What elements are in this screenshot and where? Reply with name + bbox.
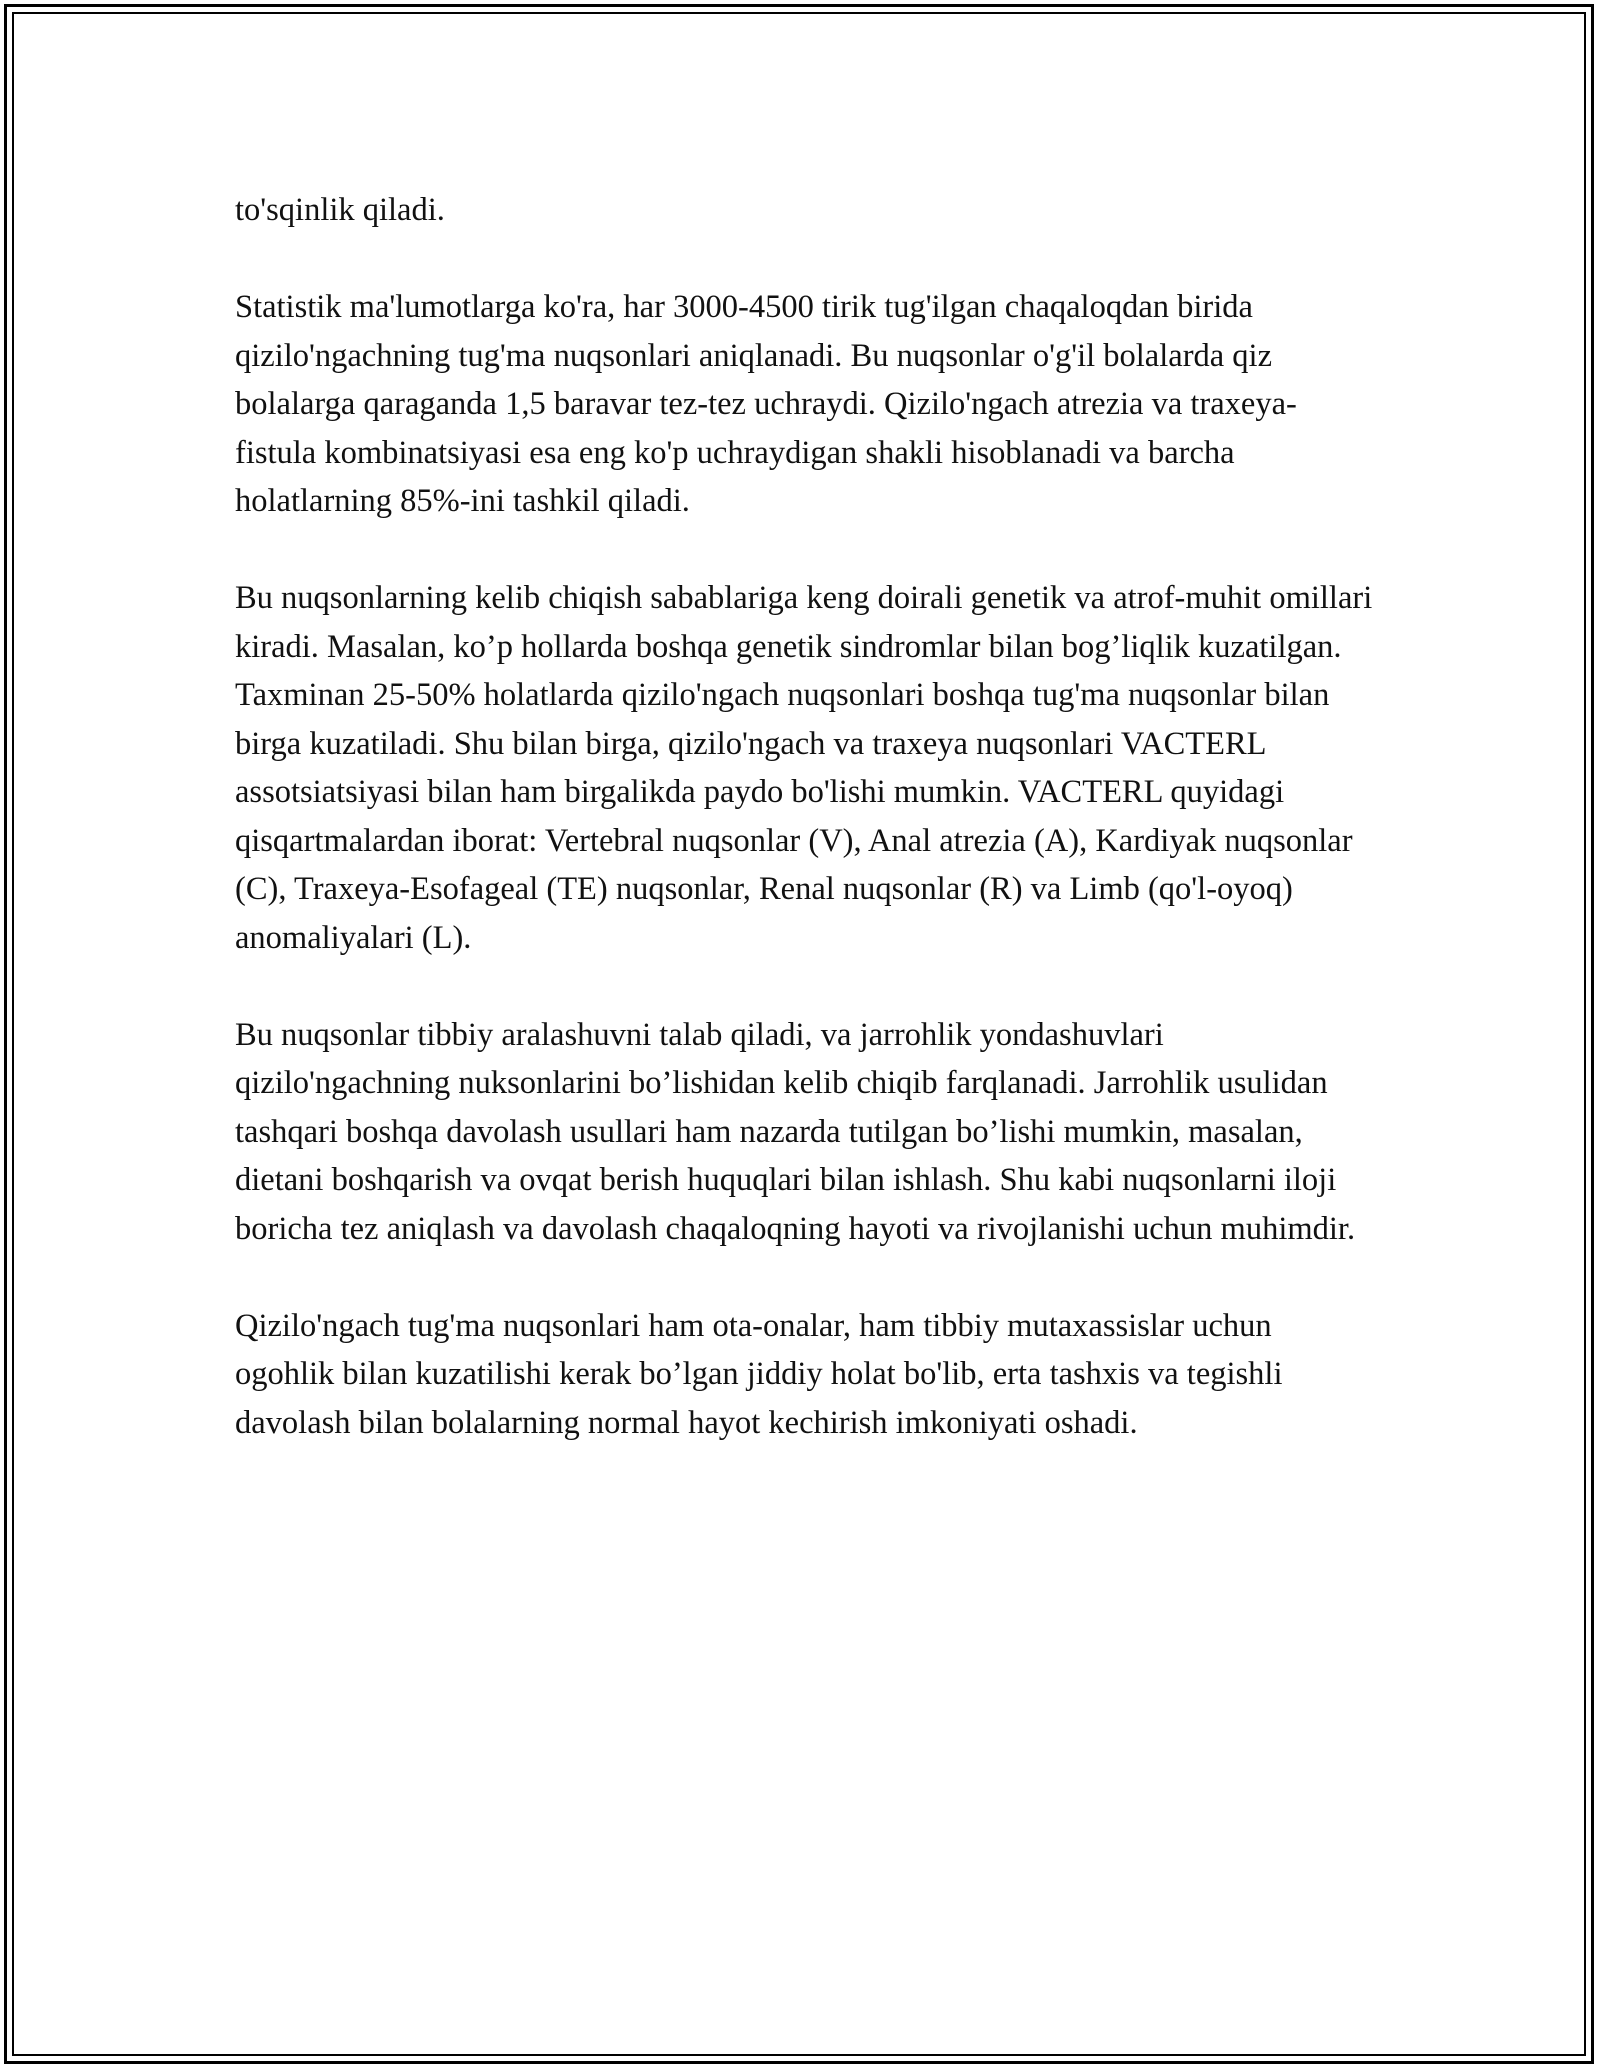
paragraph-continuation: to'sqinlik qiladi.	[235, 192, 445, 228]
document-body	[235, 186, 1375, 1447]
paragraph-causes: Bu nuqsonlarning kelib chiqish sabablariga keng doirali genetik va atrof-muhit omillari kiradi. Masalan, ko’p hollarda boshqa genetik sindromlar bilan bog’liqlik kuzatilgan. Taxminan 25-50% holatlarda qizilo'ngach nuqsonlari boshqa tug'ma nuqsonlar bilan birga kuzatiladi. Shu bilan birga, qizilo'ngach va traxeya nuqsonlari VACTERL assotsiatsiyasi bilan ham birgalikda paydo bo'lishi mumkin. VACTERL quyidagi qisqartmalardan iborat: Vertebral nuqsonlar (V), Anal atrezia (A), Kardiyak nuqsonlar (C), Traxeya-Esofageal (TE) nuqsonlar, Renal nuqsonlar (R) va Limb (qo'l-oyoq) anomaliyalari (L).	[235, 580, 1373, 956]
paragraph-treatment: Bu nuqsonlar tibbiy aralashuvni talab qiladi, va jarrohlik yondashuvlari qizilo'ngachning nuksonlarini bo’lishidan kelib chiqib farqlanadi. Jarrohlik usulidan tashqari boshqa davolash usullari ham nazarda tutilgan bo’lishi mumkin, masalan, dietani boshqarish va ovqat berish huquqlari bilan ishlash. Shu kabi nuqsonlarni iloji boricha tez aniqlash va davolash chaqaloqning hayoti va rivojlanishi uchun muhimdir.	[235, 1016, 1356, 1247]
paragraph-statistics: Statistik ma'lumotlarga ko'ra, har 3000-4500 tirik tug'ilgan chaqaloqdan birida qizilo'ngachning tug'ma nuqsonlari aniqlanadi. Bu nuqsonlar o'g'il bolalarda qiz bolalarga qaraganda 1,5 baravar tez-tez uchraydi. Qizilo'ngach atrezia va traxeya-fistula kombinatsiyasi esa eng ko'p uchraydigan shakli hisoblanadi va barcha holatlarning 85%-ini tashkil qiladi.	[235, 289, 1297, 519]
paragraph-conclusion: Qizilo'ngach tug'ma nuqsonlari ham ota-onalar, ham tibbiy mutaxassislar uchun ogohlik bilan kuzatilishi kerak bo’lgan jiddiy holat bo'lib, erta tashxis va tegishli davolash bilan bolalarning normal hayot kechirish imkoniyati oshadi.	[235, 1307, 1283, 1441]
